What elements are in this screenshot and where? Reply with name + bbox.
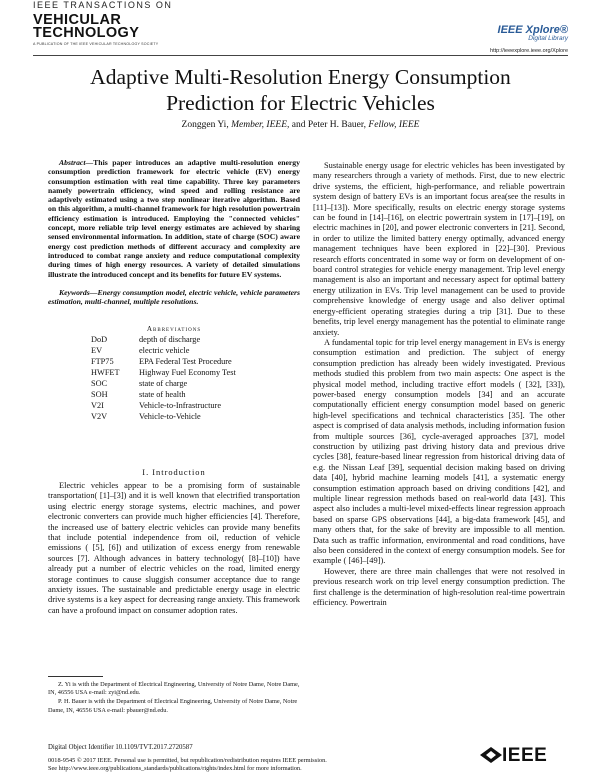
abbreviation-term: FTP75 bbox=[91, 357, 114, 366]
xplore-name: IEEE Xplore® bbox=[497, 24, 568, 36]
xplore-url[interactable]: http://ieeexplore.ieee.org/Xplore bbox=[490, 48, 568, 54]
footnote-author1: Z. Yi is with the Department of Electrical Engineering, University of Notre Dame, Notre Dame, IN, 46556 USA e-mail: zyi@nd.edu. bbox=[48, 681, 300, 697]
abbreviation-meaning: state of charge bbox=[139, 379, 188, 388]
author-line bbox=[33, 120, 568, 130]
ieee-logo-text: IEEE bbox=[502, 745, 548, 766]
abbreviations-heading: Abbreviations bbox=[146, 325, 202, 333]
abbreviation-meaning: Vehicle-to-Vehicle bbox=[139, 412, 201, 421]
ieee-xplore-logo bbox=[458, 24, 568, 42]
right-column bbox=[313, 161, 565, 608]
abstract-text: This paper introduces an adaptive multi-resolution energy consumption prediction framework for electric vehicle (EV) energy consumption estimation with real time capability. Three key parameters namely powertrain efficiency, wind speed and rolling resistance are adaptively estimated using a two step nonlinear iterative algorithm. Based on this algorithm, a multi-channel framework for high resolution powertrain efficiency estimation is introduced. Employing the "connected vehicles" concept, more reliable trip level energy estimates are achieved by sharing sensed environmental information. In addition, state of charge (SOC) aware energy cost prediction methods of different accuracy and complexity are introduced to combat range anxiety and reduce computational complexity during times of high energy resources. A variety of detailed simulations illustrate the introduced concept and its benefits for future EV systems. bbox=[48, 158, 300, 279]
journal-name bbox=[33, 14, 139, 40]
abbreviation-term: SOH bbox=[91, 390, 108, 399]
footnotes bbox=[48, 681, 300, 716]
footnote-author2: P. H. Bauer is with the Department of Electrical Engineering, University of Notre Dame, Notre Dame, IN, 46556 USA e-mail: pbauer@nd.edu. bbox=[48, 698, 298, 714]
abbreviation-term: SOC bbox=[91, 379, 108, 388]
right-para1: Sustainable energy usage for electric vehicles has been investigated by many researchers through a variety of methods. First, due to new electric drive systems, the efficient, high-performance, and reliable powertrain system design of battery EVs is an important focus area(see the results in [11]–[13]). More specifically, results on electric energy storage systems can be found in [14]–[16], on electric powertrain system in [17]–[19], on electric machines in [20], and power electronic converters in [21]. Second, in order to utilize the limited battery energy optimally, advanced energy management techniques have been explored in [22]–[30]. Previous research efforts concentrated in some way or form on development of on-board control strategies for vehicle energy management. Trip level energy management is also an important and necessary aspect for optimal battery energy utilization in EVs. Trip level management can be used to provide comprehensive knowledge of energy usage and also deliver optimal energy-efficient operating strategies during a trip [31]. Due to these benefits, trip level energy management has the potential to eliminate range anxiety. bbox=[313, 161, 565, 337]
author1-role: Member, IEEE, bbox=[231, 120, 290, 130]
abbreviation-meaning: Vehicle-to-Infrastructure bbox=[139, 401, 222, 410]
journal-name-line1: VEHICULAR bbox=[33, 12, 122, 28]
footnote-rule bbox=[48, 676, 103, 677]
abbreviation-meaning: state of health bbox=[139, 390, 186, 399]
abstract-label: Abstract— bbox=[59, 158, 94, 167]
ieee-diamond-icon bbox=[480, 747, 502, 763]
copyright-line2: See http://www.ieee.org/publications_standards/publications/rights/index.html for more information. bbox=[48, 765, 302, 772]
abbreviation-term: V2V bbox=[91, 412, 108, 421]
doi: Digital Object Identifier 10.1109/TVT.2017.2720587 bbox=[48, 744, 193, 751]
abbreviation-row bbox=[91, 367, 236, 378]
copyright-notice bbox=[48, 757, 468, 773]
xplore-subtitle: Digital Library bbox=[528, 35, 568, 42]
title-line1: Adaptive Multi-Resolution Energy Consumption bbox=[90, 65, 511, 89]
right-para3: However, there are three main challenges that were not resolved in previous research work on trip level energy consumption prediction. The first challenge is the determination of high-resolution real-time powertrain efficiency. Powertrain bbox=[313, 566, 565, 608]
abbreviation-row bbox=[91, 345, 236, 356]
author2-role: Fellow, IEEE bbox=[368, 120, 420, 130]
abbreviation-term: V2I bbox=[91, 401, 104, 410]
abbreviation-row bbox=[91, 378, 236, 389]
journal-tagline: A PUBLICATION OF THE IEEE VEHICULAR TECHNOLOGY SOCIETY bbox=[33, 42, 159, 46]
header-divider bbox=[33, 55, 568, 56]
abbreviation-row bbox=[91, 411, 236, 422]
author-and: and bbox=[291, 120, 306, 130]
right-para2: A fundamental topic for trip level energy management in EVs is energy consumption estimation and prediction. The subject of energy consumption prediction has already been widely investigated. Previous methods studied this problem from two main aspects: One aspect is the physical model method, including tractive effort models ( [32], [33]), power-based energy consumption models [34] and an accurate computationally efficient energy consumption model based on generic high-level specifications and technical characteristics [35]. The other aspect is comprised of data analysis methods, including information fusion from multiple sources [36], cycle-averaged approaches [37], model construction by utilizing past driving history data and previous drive cycles [38], feature-based linear regression from historical driving data of e.g. the Nissan Leaf [39], sequential decision making based on driving data [40], hybrid machine learning models [41], a systematic energy consumption estimation approach based on driving conditions [42], and multiple linear regression methods based on real-world data [43]. This aspect also includes a multi-level mixed-effects linear regression approach based on sparse GPS observations [44], a big-data framework [45], and many others that, for the sake of brevity are impossible to all mention. Data such as traffic information, environmental and road conditions, have also been considered in the context of energy consumption models. See for example ( [46]–[49]). bbox=[313, 337, 565, 566]
author1-name: Zonggen Yi, bbox=[181, 120, 229, 130]
abbreviation-row bbox=[91, 389, 236, 400]
abbreviation-meaning: Highway Fuel Economy Test bbox=[139, 368, 236, 377]
paper-title bbox=[33, 64, 568, 116]
introduction-para1: Electric vehicles appear to be a promising form of sustainable transportation( [1]–[3]) and it is well known that electrified transportation using electric energy storage systems, electric machines, and power electronic converters can provide much higher efficiencies [4]. Therefore, the increased use of battery electric vehicles can provide many benefits that include potential independence from oil, reduction of vehicle emissions ( [5], [6]) and utilization of excess energy from renewable sources [7]. Although advances in battery technology( [8]–[10]) have already put a number of electric vehicles on the road, limited energy storage continues to cause sluggish consumer acceptance due to range anxiety issues. The sustainable and predictable energy usage in electric drive systems is a key aspect for decreasing range anxiety. This framework can have a profound impact on consumer adoption rates. bbox=[48, 481, 300, 615]
copyright-line1: 0018-9545 © 2017 IEEE. Personal use is permitted, but republication/redistribution requires IEEE permission. bbox=[48, 757, 327, 764]
abbreviation-meaning: electric vehicle bbox=[139, 346, 190, 355]
keywords-text: Energy consumption model, electric vehicle, vehicle parameters estimation, multi-channel, multiple resolutions. bbox=[48, 288, 300, 307]
abbreviations-table bbox=[91, 334, 236, 422]
keywords bbox=[48, 288, 300, 307]
journal-top-line: IEEE TRANSACTIONS ON bbox=[33, 0, 173, 10]
abbreviation-row bbox=[91, 356, 236, 367]
title-line2: Prediction for Electric Vehicles bbox=[166, 91, 435, 115]
introduction-heading: I. Introduction bbox=[142, 468, 206, 477]
abbreviation-term: HWFET bbox=[91, 368, 120, 377]
author2-name: Peter H. Bauer, bbox=[307, 120, 367, 130]
abstract bbox=[48, 158, 300, 279]
abbreviation-term: EV bbox=[91, 346, 103, 355]
abbreviation-row bbox=[91, 334, 236, 345]
abbreviation-meaning: EPA Federal Test Procedure bbox=[139, 357, 232, 366]
abbreviation-row bbox=[91, 400, 236, 411]
abbreviation-term: DoD bbox=[91, 335, 108, 344]
ieee-logo bbox=[480, 745, 547, 767]
abbreviation-meaning: depth of discharge bbox=[139, 335, 201, 344]
introduction-text bbox=[48, 481, 300, 616]
journal-name-line2: TECHNOLOGY bbox=[33, 25, 140, 41]
keywords-label: Keywords— bbox=[59, 288, 98, 297]
